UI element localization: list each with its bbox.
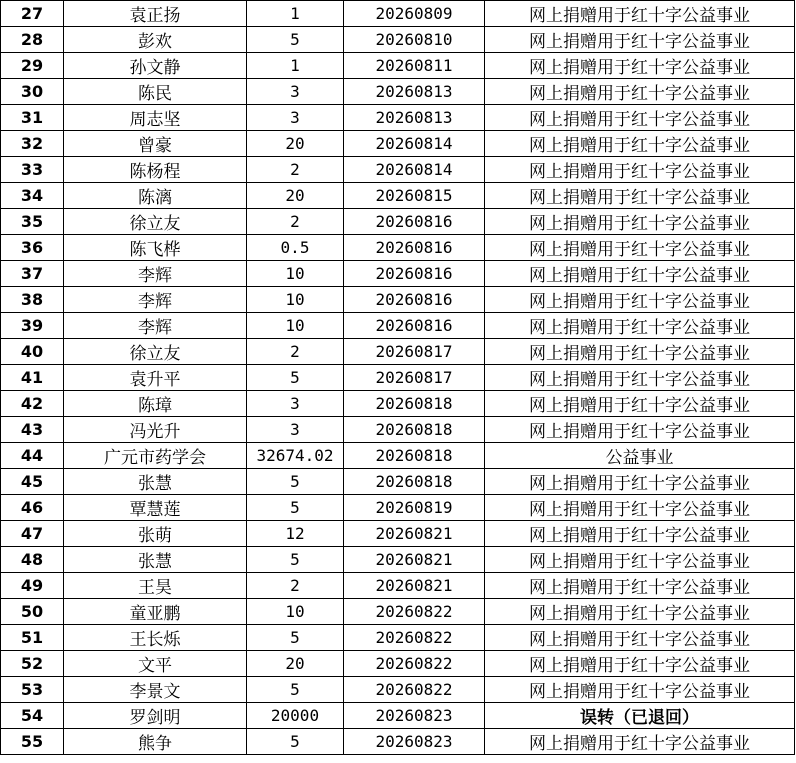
cell-date[interactable]: 20260821	[344, 573, 485, 599]
table-row	[1, 729, 795, 755]
cell-date[interactable]: 20260822	[344, 677, 485, 703]
cell-purpose[interactable]: 网上捐赠用于红十字公益事业	[485, 27, 795, 53]
cell-purpose[interactable]: 网上捐赠用于红十字公益事业	[485, 261, 795, 287]
cell-amount[interactable]: 12	[247, 521, 344, 547]
cell-donor-name[interactable]: 李辉	[64, 261, 247, 287]
cell-purpose[interactable]: 网上捐赠用于红十字公益事业	[485, 651, 795, 677]
table-row	[1, 209, 795, 235]
cell-row-number[interactable]: 50	[1, 599, 64, 625]
cell-donor-name[interactable]: 冯光升	[64, 417, 247, 443]
cell-purpose[interactable]: 网上捐赠用于红十字公益事业	[485, 599, 795, 625]
cell-amount[interactable]: 1	[247, 53, 344, 79]
cell-date[interactable]: 20260810	[344, 27, 485, 53]
table-row	[1, 1, 795, 27]
table-row	[1, 365, 795, 391]
cell-row-number[interactable]: 27	[1, 1, 64, 27]
cell-purpose[interactable]: 网上捐赠用于红十字公益事业	[485, 1, 795, 27]
cell-donor-name[interactable]: 李辉	[64, 313, 247, 339]
cell-amount[interactable]: 32674.02	[247, 443, 344, 469]
cell-date[interactable]: 20260818	[344, 443, 485, 469]
table-row	[1, 183, 795, 209]
cell-donor-name[interactable]: 罗剑明	[64, 703, 247, 729]
table-row	[1, 313, 795, 339]
cell-donor-name[interactable]: 彭欢	[64, 27, 247, 53]
cell-row-number[interactable]: 39	[1, 313, 64, 339]
cell-date[interactable]: 20260811	[344, 53, 485, 79]
cell-donor-name[interactable]: 文平	[64, 651, 247, 677]
cell-purpose[interactable]: 网上捐赠用于红十字公益事业	[485, 495, 795, 521]
cell-donor-name[interactable]: 童亚鹏	[64, 599, 247, 625]
cell-date[interactable]: 20260818	[344, 469, 485, 495]
cell-row-number[interactable]: 35	[1, 209, 64, 235]
cell-amount[interactable]: 5	[247, 469, 344, 495]
table-row	[1, 235, 795, 261]
cell-purpose[interactable]: 网上捐赠用于红十字公益事业	[485, 365, 795, 391]
cell-row-number[interactable]: 28	[1, 27, 64, 53]
cell-row-number[interactable]: 48	[1, 547, 64, 573]
cell-row-number[interactable]: 41	[1, 365, 64, 391]
table-row	[1, 287, 795, 313]
cell-amount[interactable]: 0.5	[247, 235, 344, 261]
cell-amount[interactable]: 5	[247, 27, 344, 53]
cell-purpose[interactable]: 网上捐赠用于红十字公益事业	[485, 131, 795, 157]
donation-table-body	[1, 1, 795, 755]
cell-purpose[interactable]: 网上捐赠用于红十字公益事业	[485, 677, 795, 703]
cell-donor-name[interactable]: 王长烁	[64, 625, 247, 651]
table-row	[1, 261, 795, 287]
cell-row-number[interactable]: 52	[1, 651, 64, 677]
cell-date[interactable]: 20260818	[344, 417, 485, 443]
cell-date[interactable]: 20260813	[344, 105, 485, 131]
cell-date[interactable]: 20260813	[344, 79, 485, 105]
table-row	[1, 339, 795, 365]
cell-row-number[interactable]: 42	[1, 391, 64, 417]
cell-row-number[interactable]: 49	[1, 573, 64, 599]
cell-purpose[interactable]: 误转（已退回）	[485, 703, 795, 729]
cell-purpose[interactable]: 网上捐赠用于红十字公益事业	[485, 53, 795, 79]
cell-amount[interactable]: 5	[247, 729, 344, 755]
cell-date[interactable]: 20260814	[344, 131, 485, 157]
cell-donor-name[interactable]: 徐立友	[64, 209, 247, 235]
cell-donor-name[interactable]: 李景文	[64, 677, 247, 703]
cell-row-number[interactable]: 38	[1, 287, 64, 313]
cell-amount[interactable]: 20	[247, 183, 344, 209]
cell-date[interactable]: 20260816	[344, 313, 485, 339]
table-row	[1, 53, 795, 79]
cell-donor-name[interactable]: 陈璋	[64, 391, 247, 417]
cell-amount[interactable]: 2	[247, 209, 344, 235]
cell-donor-name[interactable]: 陈漓	[64, 183, 247, 209]
cell-purpose[interactable]: 网上捐赠用于红十字公益事业	[485, 625, 795, 651]
table-row	[1, 391, 795, 417]
table-row	[1, 469, 795, 495]
table-row	[1, 105, 795, 131]
cell-row-number[interactable]: 40	[1, 339, 64, 365]
cell-amount[interactable]: 5	[247, 495, 344, 521]
cell-row-number[interactable]: 34	[1, 183, 64, 209]
cell-donor-name[interactable]: 李辉	[64, 287, 247, 313]
table-row	[1, 521, 795, 547]
table-row	[1, 547, 795, 573]
cell-donor-name[interactable]: 张慧	[64, 469, 247, 495]
cell-amount[interactable]: 5	[247, 625, 344, 651]
table-row	[1, 131, 795, 157]
cell-row-number[interactable]: 33	[1, 157, 64, 183]
cell-amount[interactable]: 20	[247, 131, 344, 157]
cell-amount[interactable]: 5	[247, 365, 344, 391]
cell-purpose[interactable]: 网上捐赠用于红十字公益事业	[485, 313, 795, 339]
cell-donor-name[interactable]: 覃慧莲	[64, 495, 247, 521]
cell-row-number[interactable]: 46	[1, 495, 64, 521]
cell-amount[interactable]: 3	[247, 391, 344, 417]
cell-purpose[interactable]: 网上捐赠用于红十字公益事业	[485, 183, 795, 209]
cell-purpose[interactable]: 公益事业	[485, 443, 795, 469]
cell-row-number[interactable]: 55	[1, 729, 64, 755]
cell-amount[interactable]: 3	[247, 105, 344, 131]
table-row	[1, 157, 795, 183]
cell-date[interactable]: 20260816	[344, 261, 485, 287]
cell-date[interactable]: 20260814	[344, 157, 485, 183]
cell-donor-name[interactable]: 王昊	[64, 573, 247, 599]
cell-donor-name[interactable]: 广元市药学会	[64, 443, 247, 469]
table-row	[1, 417, 795, 443]
table-row	[1, 443, 795, 469]
table-row	[1, 703, 795, 729]
cell-purpose[interactable]: 网上捐赠用于红十字公益事业	[485, 339, 795, 365]
cell-donor-name[interactable]: 孙文静	[64, 53, 247, 79]
cell-purpose[interactable]: 网上捐赠用于红十字公益事业	[485, 391, 795, 417]
cell-date[interactable]: 20260819	[344, 495, 485, 521]
cell-amount[interactable]: 3	[247, 417, 344, 443]
cell-date[interactable]: 20260822	[344, 599, 485, 625]
cell-date[interactable]: 20260817	[344, 365, 485, 391]
cell-row-number[interactable]: 44	[1, 443, 64, 469]
cell-donor-name[interactable]: 袁升平	[64, 365, 247, 391]
cell-row-number[interactable]: 47	[1, 521, 64, 547]
cell-amount[interactable]: 10	[247, 313, 344, 339]
cell-row-number[interactable]: 51	[1, 625, 64, 651]
cell-purpose[interactable]: 网上捐赠用于红十字公益事业	[485, 105, 795, 131]
cell-date[interactable]: 20260816	[344, 235, 485, 261]
table-row	[1, 625, 795, 651]
cell-date[interactable]: 20260818	[344, 391, 485, 417]
cell-row-number[interactable]: 53	[1, 677, 64, 703]
table-row	[1, 599, 795, 625]
cell-row-number[interactable]: 30	[1, 79, 64, 105]
cell-purpose[interactable]: 网上捐赠用于红十字公益事业	[485, 157, 795, 183]
cell-date[interactable]: 20260815	[344, 183, 485, 209]
table-row	[1, 651, 795, 677]
cell-purpose[interactable]: 网上捐赠用于红十字公益事业	[485, 521, 795, 547]
cell-donor-name[interactable]: 袁正扬	[64, 1, 247, 27]
cell-donor-name[interactable]: 陈杨程	[64, 157, 247, 183]
cell-amount[interactable]: 2	[247, 157, 344, 183]
cell-amount[interactable]: 20000	[247, 703, 344, 729]
cell-donor-name[interactable]: 周志坚	[64, 105, 247, 131]
table-row	[1, 677, 795, 703]
cell-donor-name[interactable]: 张萌	[64, 521, 247, 547]
cell-purpose[interactable]: 网上捐赠用于红十字公益事业	[485, 729, 795, 755]
cell-purpose[interactable]: 网上捐赠用于红十字公益事业	[485, 287, 795, 313]
cell-amount[interactable]: 5	[247, 677, 344, 703]
cell-date[interactable]: 20260822	[344, 625, 485, 651]
cell-amount[interactable]: 10	[247, 287, 344, 313]
cell-date[interactable]: 20260823	[344, 729, 485, 755]
cell-donor-name[interactable]: 熊争	[64, 729, 247, 755]
cell-row-number[interactable]: 31	[1, 105, 64, 131]
cell-purpose[interactable]: 网上捐赠用于红十字公益事业	[485, 417, 795, 443]
cell-amount[interactable]: 10	[247, 599, 344, 625]
cell-donor-name[interactable]: 曾豪	[64, 131, 247, 157]
table-row	[1, 79, 795, 105]
table-row	[1, 573, 795, 599]
cell-amount[interactable]: 5	[247, 547, 344, 573]
cell-donor-name[interactable]: 徐立友	[64, 339, 247, 365]
cell-purpose[interactable]: 网上捐赠用于红十字公益事业	[485, 235, 795, 261]
cell-row-number[interactable]: 54	[1, 703, 64, 729]
cell-purpose[interactable]: 网上捐赠用于红十字公益事业	[485, 573, 795, 599]
cell-row-number[interactable]: 32	[1, 131, 64, 157]
cell-amount[interactable]: 2	[247, 573, 344, 599]
cell-donor-name[interactable]: 张慧	[64, 547, 247, 573]
cell-date[interactable]: 20260816	[344, 209, 485, 235]
table-row	[1, 27, 795, 53]
cell-row-number[interactable]: 37	[1, 261, 64, 287]
cell-amount[interactable]: 2	[247, 339, 344, 365]
cell-purpose[interactable]: 网上捐赠用于红十字公益事业	[485, 209, 795, 235]
cell-date[interactable]: 20260823	[344, 703, 485, 729]
cell-purpose[interactable]: 网上捐赠用于红十字公益事业	[485, 547, 795, 573]
cell-amount[interactable]: 3	[247, 79, 344, 105]
cell-amount[interactable]: 10	[247, 261, 344, 287]
cell-row-number[interactable]: 36	[1, 235, 64, 261]
cell-amount[interactable]: 1	[247, 1, 344, 27]
table-row	[1, 495, 795, 521]
cell-date[interactable]: 20260822	[344, 651, 485, 677]
cell-row-number[interactable]: 45	[1, 469, 64, 495]
cell-date[interactable]: 20260816	[344, 287, 485, 313]
cell-date[interactable]: 20260817	[344, 339, 485, 365]
cell-date[interactable]: 20260821	[344, 547, 485, 573]
cell-purpose[interactable]: 网上捐赠用于红十字公益事业	[485, 469, 795, 495]
cell-row-number[interactable]: 29	[1, 53, 64, 79]
cell-purpose[interactable]: 网上捐赠用于红十字公益事业	[485, 79, 795, 105]
cell-amount[interactable]: 20	[247, 651, 344, 677]
cell-donor-name[interactable]: 陈民	[64, 79, 247, 105]
cell-date[interactable]: 20260821	[344, 521, 485, 547]
cell-date[interactable]: 20260809	[344, 1, 485, 27]
cell-row-number[interactable]: 43	[1, 417, 64, 443]
cell-donor-name[interactable]: 陈飞桦	[64, 235, 247, 261]
